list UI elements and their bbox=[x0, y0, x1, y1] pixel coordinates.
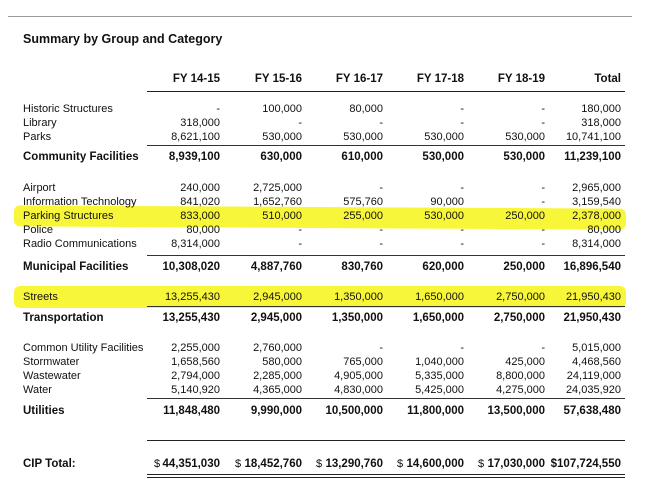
rule-total-bottom-1 bbox=[147, 474, 625, 475]
table-row-wastewater bbox=[0, 370, 650, 383]
cell-fy-14-15: 8,939,100 bbox=[168, 151, 220, 163]
cell-fy-15-16: 2,725,000 bbox=[253, 182, 302, 194]
grand-total-fy-16-17: 13,290,760 bbox=[325, 458, 383, 470]
cell-fy-18-19: 8,800,000 bbox=[496, 370, 545, 382]
table-row-airport bbox=[0, 182, 650, 195]
cell-fy-17-18: 5,335,000 bbox=[415, 370, 464, 382]
cell-fy-14-15: 8,621,100 bbox=[171, 131, 220, 143]
grand-total-fy-14-15: 44,351,030 bbox=[162, 458, 220, 470]
subtotal-row-municipal-facilities bbox=[0, 261, 650, 274]
cell-fy-14-15: - bbox=[216, 103, 220, 115]
subtotal-row-community-facilities bbox=[0, 151, 650, 164]
cell-fy-17-18: 530,000 bbox=[422, 151, 464, 163]
row-label: Common Utility Facilities bbox=[23, 342, 144, 354]
grand-total-total: $107,724,550 bbox=[550, 458, 621, 470]
cell-fy-14-15: 13,255,430 bbox=[164, 291, 220, 303]
cell-fy-16-17: - bbox=[379, 117, 383, 129]
cell-fy-16-17: 4,830,000 bbox=[334, 384, 383, 396]
cell-fy-17-18: 530,000 bbox=[424, 210, 464, 222]
cell-fy-14-15: 11,848,480 bbox=[163, 405, 220, 417]
grand-total-fy-15-16: 18,452,760 bbox=[244, 458, 302, 470]
cell-fy-17-18: 530,000 bbox=[424, 131, 464, 143]
cell-fy-16-17: 255,000 bbox=[343, 210, 383, 222]
cell-total: 318,000 bbox=[581, 117, 621, 129]
cell-total: 10,741,100 bbox=[565, 131, 621, 143]
cell-fy-17-18: 90,000 bbox=[430, 196, 464, 208]
cell-fy-17-18: - bbox=[460, 182, 464, 194]
row-label: Parking Structures bbox=[23, 210, 114, 222]
cell-fy-14-15: 833,000 bbox=[180, 210, 220, 222]
column-header-fy16-17: FY 16-17 bbox=[335, 73, 383, 85]
cell-fy-15-16: 100,000 bbox=[262, 103, 302, 115]
cell-total: 21,950,430 bbox=[565, 291, 621, 303]
row-label: Wastewater bbox=[23, 370, 81, 382]
column-header-fy17-18: FY 17-18 bbox=[416, 73, 464, 85]
cell-fy-15-16: 580,000 bbox=[262, 356, 302, 368]
cell-fy-14-15: 10,308,020 bbox=[162, 261, 220, 273]
cell-total: 180,000 bbox=[581, 103, 621, 115]
cell-fy-16-17: 1,350,000 bbox=[331, 312, 383, 324]
subtotal-row-utilities bbox=[0, 405, 650, 418]
cell-fy-15-16: 630,000 bbox=[260, 151, 302, 163]
cell-total: 21,950,430 bbox=[563, 312, 621, 324]
cell-fy-17-18: 5,425,000 bbox=[415, 384, 464, 396]
cell-fy-14-15: 2,794,000 bbox=[171, 370, 220, 382]
table-row-library bbox=[0, 117, 650, 130]
cell-fy-18-19: 425,000 bbox=[505, 356, 545, 368]
cell-fy-18-19: - bbox=[541, 238, 545, 250]
table-row-parking-structures bbox=[0, 210, 650, 223]
row-label: Library bbox=[23, 117, 57, 129]
cell-total: 3,159,540 bbox=[572, 196, 621, 208]
column-header-fy18-19: FY 18-19 bbox=[497, 73, 545, 85]
cell-fy-18-19: - bbox=[541, 342, 545, 354]
cell-fy-14-15: 13,255,430 bbox=[162, 312, 220, 324]
cell-total: 24,119,000 bbox=[566, 370, 621, 382]
cell-fy-16-17: 1,350,000 bbox=[334, 291, 383, 303]
cell-fy-14-15: 5,140,920 bbox=[171, 384, 220, 396]
row-label: Radio Communications bbox=[23, 238, 137, 250]
cell-fy-18-19: 530,000 bbox=[505, 131, 545, 143]
cell-fy-15-16: 1,652,760 bbox=[253, 196, 302, 208]
cell-fy-15-16: 530,000 bbox=[262, 131, 302, 143]
cell-fy-16-17: 4,905,000 bbox=[334, 370, 383, 382]
cell-fy-14-15: 240,000 bbox=[180, 182, 220, 194]
cell-fy-14-15: 841,020 bbox=[180, 196, 220, 208]
cell-fy-15-16: 9,990,000 bbox=[250, 405, 302, 417]
grand-total-label: CIP Total: bbox=[23, 458, 76, 470]
cell-fy-18-19: - bbox=[541, 196, 545, 208]
cell-fy-16-17: 610,000 bbox=[341, 151, 383, 163]
table-row-stormwater bbox=[0, 356, 650, 369]
cell-fy-15-16: - bbox=[298, 224, 302, 236]
cell-fy-18-19: - bbox=[541, 117, 545, 129]
cell-fy-15-16: 2,945,000 bbox=[253, 291, 302, 303]
cell-fy-15-16: 510,000 bbox=[262, 210, 302, 222]
cell-fy-16-17: - bbox=[379, 224, 383, 236]
cell-fy-18-19: 2,750,000 bbox=[493, 312, 545, 324]
row-label: Water bbox=[23, 384, 52, 396]
table-row-information-technology bbox=[0, 196, 650, 209]
cell-fy-14-15: 80,000 bbox=[186, 224, 220, 236]
rule-total-top bbox=[147, 440, 625, 441]
cell-fy-17-18: - bbox=[460, 103, 464, 115]
cell-fy-17-18: - bbox=[460, 342, 464, 354]
cell-fy-18-19: 250,000 bbox=[503, 261, 545, 273]
cell-fy-17-18: 1,650,000 bbox=[412, 312, 464, 324]
cell-fy-16-17: - bbox=[379, 238, 383, 250]
cell-total: 2,378,000 bbox=[572, 210, 621, 222]
row-label: Utilities bbox=[23, 405, 65, 417]
row-label: Transportation bbox=[23, 312, 104, 324]
cell-total: 11,239,100 bbox=[564, 151, 621, 163]
cell-fy-18-19: 250,000 bbox=[505, 210, 545, 222]
row-label: Municipal Facilities bbox=[23, 261, 129, 273]
cell-fy-17-18: 11,800,000 bbox=[407, 405, 464, 417]
cell-fy-15-16: 4,887,760 bbox=[250, 261, 302, 273]
header-rule bbox=[147, 91, 625, 92]
table-row-parks bbox=[0, 131, 650, 144]
currency-symbol: $ bbox=[478, 458, 485, 470]
column-header-total: Total bbox=[594, 73, 621, 85]
rule-municipal bbox=[147, 255, 625, 256]
subtotal-row-transportation bbox=[0, 312, 650, 325]
rule-community bbox=[147, 145, 625, 146]
cell-fy-18-19: - bbox=[541, 103, 545, 115]
cell-fy-16-17: 80,000 bbox=[349, 103, 383, 115]
table-row-police bbox=[0, 224, 650, 237]
row-label: Stormwater bbox=[23, 356, 80, 368]
cell-fy-14-15: 1,658,560 bbox=[171, 356, 220, 368]
cell-fy-15-16: - bbox=[298, 238, 302, 250]
cell-fy-18-19: 13,500,000 bbox=[487, 405, 545, 417]
cell-fy-17-18: - bbox=[460, 238, 464, 250]
cell-fy-18-19: 530,000 bbox=[503, 151, 545, 163]
cell-fy-17-18: - bbox=[460, 224, 464, 236]
cell-total: 80,000 bbox=[587, 224, 621, 236]
cell-fy-14-15: 8,314,000 bbox=[171, 238, 220, 250]
row-label: Police bbox=[23, 224, 53, 236]
cell-total: 5,015,000 bbox=[572, 342, 621, 354]
cell-fy-16-17: 830,760 bbox=[341, 261, 383, 273]
table-row-historic-structures bbox=[0, 103, 650, 116]
cell-total: 8,314,000 bbox=[572, 238, 621, 250]
column-header-fy15-16: FY 15-16 bbox=[254, 73, 302, 85]
cell-fy-14-15: 2,255,000 bbox=[171, 342, 220, 354]
currency-symbol: $ bbox=[154, 458, 161, 470]
cell-fy-16-17: - bbox=[379, 342, 383, 354]
grand-total-fy-18-19: 17,030,000 bbox=[487, 458, 545, 470]
table-row-streets bbox=[0, 291, 650, 304]
cell-fy-16-17: 765,000 bbox=[343, 356, 383, 368]
rule-total-bottom-2 bbox=[147, 477, 625, 478]
cell-fy-14-15: 318,000 bbox=[180, 117, 220, 129]
table-row-water bbox=[0, 384, 650, 397]
cell-fy-18-19: 4,275,000 bbox=[496, 384, 545, 396]
cell-fy-18-19: - bbox=[541, 224, 545, 236]
cell-fy-16-17: 575,760 bbox=[343, 196, 383, 208]
cell-fy-15-16: 2,285,000 bbox=[253, 370, 302, 382]
currency-symbol: $ bbox=[397, 458, 404, 470]
cell-total: 24,035,920 bbox=[565, 384, 621, 396]
grand-total-fy-17-18: 14,600,000 bbox=[406, 458, 464, 470]
cell-fy-18-19: - bbox=[541, 182, 545, 194]
currency-symbol: $ bbox=[235, 458, 242, 470]
cell-total: 2,965,000 bbox=[572, 182, 621, 194]
row-label: Parks bbox=[23, 131, 52, 143]
cell-total: 4,468,560 bbox=[572, 356, 621, 368]
cell-fy-17-18: 1,650,000 bbox=[415, 291, 464, 303]
column-header-fy14-15: FY 14-15 bbox=[172, 73, 220, 85]
cell-fy-15-16: 4,365,000 bbox=[253, 384, 302, 396]
row-label: Historic Structures bbox=[23, 103, 113, 115]
report-title: Summary by Group and Category bbox=[23, 32, 223, 46]
page-border bbox=[8, 16, 632, 17]
row-label: Streets bbox=[23, 291, 58, 303]
cell-fy-18-19: 2,750,000 bbox=[496, 291, 545, 303]
cell-fy-16-17: - bbox=[379, 182, 383, 194]
row-label: Information Technology bbox=[23, 196, 137, 208]
rule-transportation bbox=[147, 306, 625, 307]
cell-fy-15-16: 2,760,000 bbox=[253, 342, 302, 354]
cell-fy-16-17: 530,000 bbox=[343, 131, 383, 143]
cell-total: 57,638,480 bbox=[563, 405, 621, 417]
cell-fy-17-18: - bbox=[460, 117, 464, 129]
cell-fy-15-16: - bbox=[298, 117, 302, 129]
cell-total: 16,896,540 bbox=[563, 261, 621, 273]
currency-symbol: $ bbox=[316, 458, 323, 470]
cell-fy-16-17: 10,500,000 bbox=[325, 405, 383, 417]
cell-fy-17-18: 620,000 bbox=[422, 261, 464, 273]
cell-fy-15-16: 2,945,000 bbox=[250, 312, 302, 324]
rule-utilities bbox=[147, 398, 625, 399]
table-row-radio-communications bbox=[0, 238, 650, 251]
row-label: Airport bbox=[23, 182, 56, 194]
cell-fy-17-18: 1,040,000 bbox=[415, 356, 464, 368]
row-label: Community Facilities bbox=[23, 151, 139, 163]
table-row-common-utility-facilities bbox=[0, 342, 650, 355]
grand-total-row bbox=[0, 458, 650, 471]
